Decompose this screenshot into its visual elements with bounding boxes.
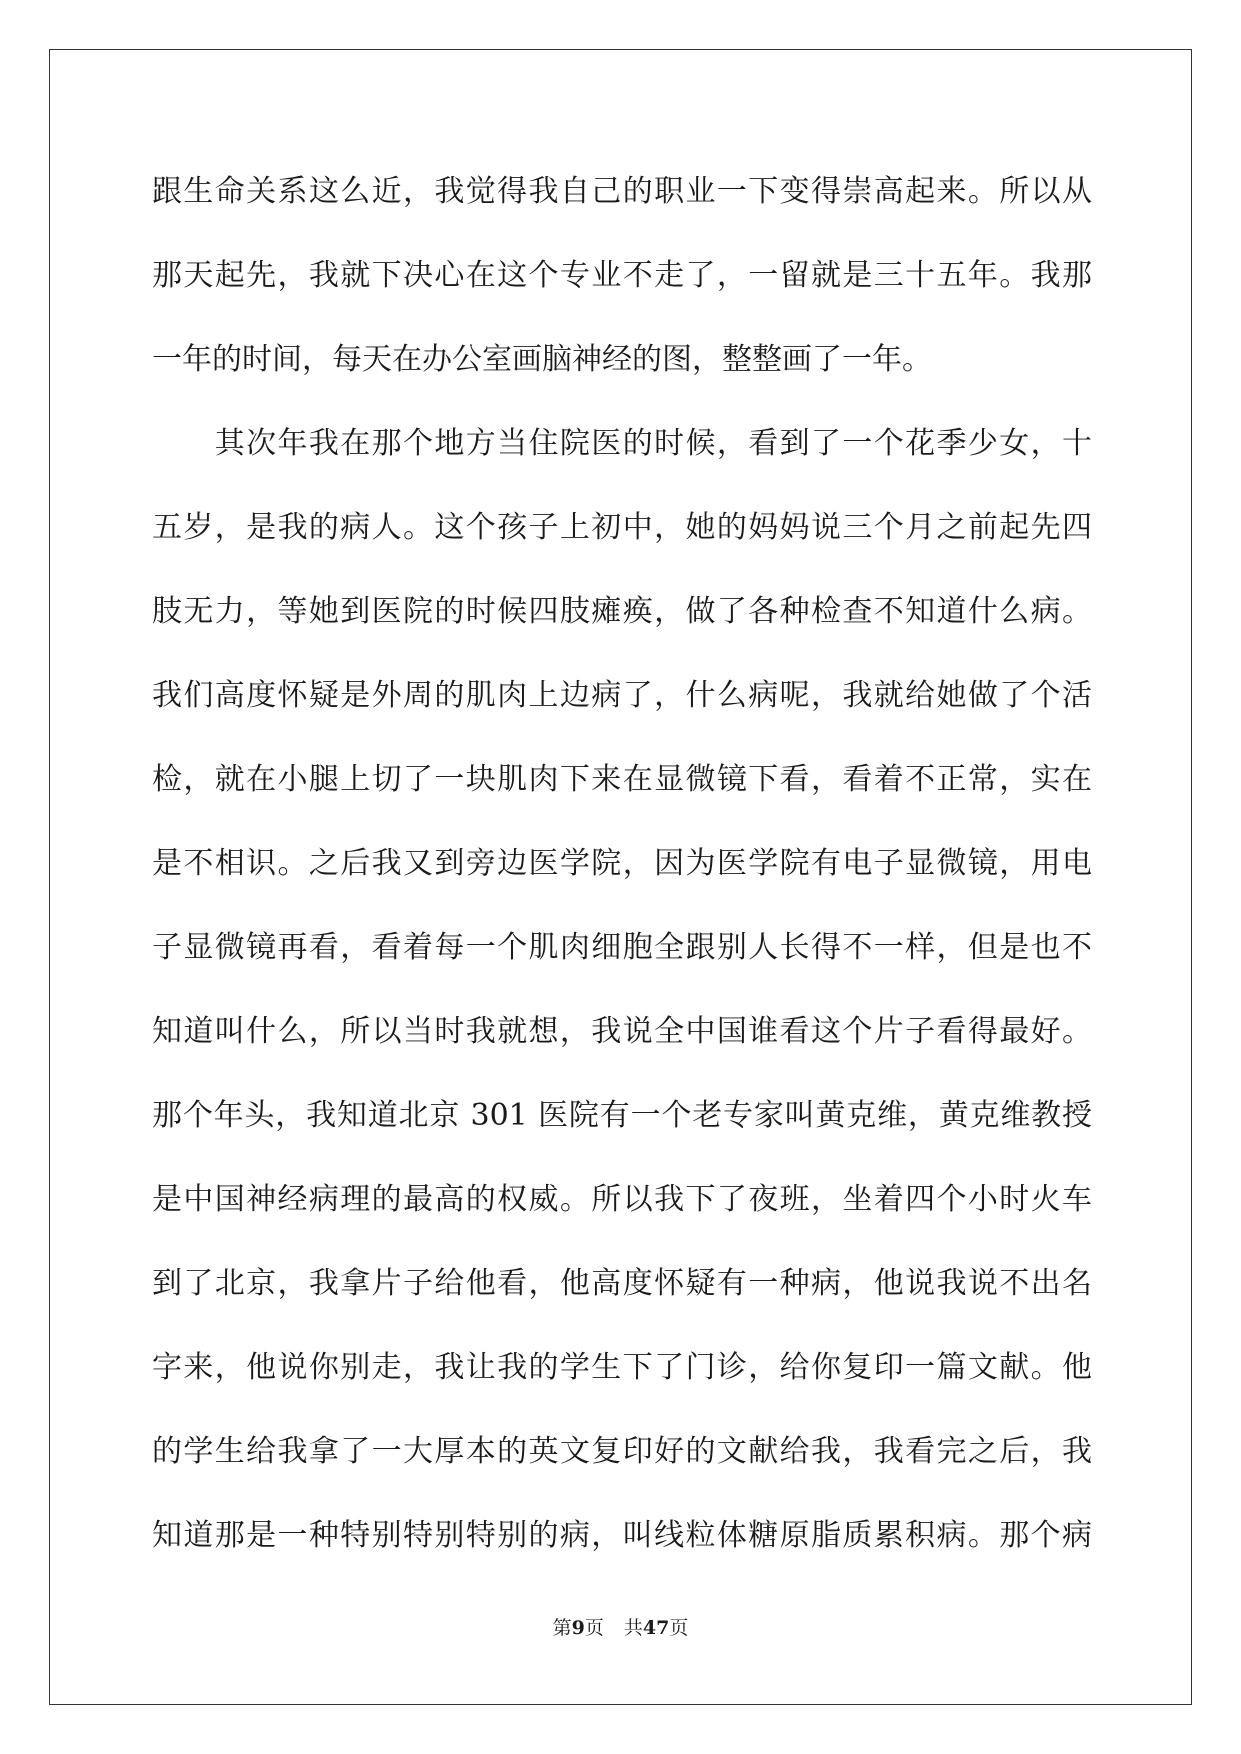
text-line: 知道那是一种特别特别特别的病，叫线粒体糖原脂质累积病。那个病 xyxy=(152,1518,1092,1553)
text-line: 我们高度怀疑是外周的肌肉上边病了，什么病呢，我就给她做了个活 xyxy=(152,678,1092,713)
page-number: 9 xyxy=(571,1617,585,1639)
text-line: 子显微镜再看，看着每一个肌肉细胞全跟别人长得不一样，但是也不 xyxy=(152,930,1092,965)
text-line: 五岁，是我的病人。这个孩子上初中，她的妈妈说三个月之前起先四 xyxy=(152,510,1092,545)
footer-page-suffix: 页 xyxy=(584,1617,604,1639)
text-line: 是不相识。之后我又到旁边医学院，因为医学院有电子显微镜，用电 xyxy=(152,846,1092,881)
text-line: 是中国神经病理的最高的权威。所以我下了夜班，坐着四个小时火车 xyxy=(152,1182,1092,1217)
text-line: 一年的时间，每天在办公室画脑神经的图，整整画了一年。 xyxy=(152,342,932,377)
text-line: 检，就在小腿上切了一块肌肉下来在显微镜下看，看着不正常，实在 xyxy=(152,762,1092,797)
text-line: 字来，他说你别走，我让我的学生下了门诊，给你复印一篇文献。他 xyxy=(152,1350,1092,1385)
text-line: 跟生命关系这么近，我觉得我自己的职业一下变得崇高起来。所以从 xyxy=(152,174,1092,209)
document-body xyxy=(152,162,1092,1590)
text-line: 肢无力，等她到医院的时候四肢瘫痪，做了各种检查不知道什么病。 xyxy=(152,594,1092,629)
page-footer xyxy=(0,1616,1241,1640)
footer-total-suffix: 页 xyxy=(669,1617,689,1639)
total-pages: 47 xyxy=(642,1617,670,1639)
text-line: 的学生给我拿了一大厚本的英文复印好的文献给我，我看完之后，我 xyxy=(152,1434,1092,1469)
footer-total-prefix: 共 xyxy=(623,1617,643,1639)
footer-prefix: 第 xyxy=(552,1617,572,1639)
text-line: 到了北京，我拿片子给他看，他高度怀疑有一种病，他说我说不出名 xyxy=(152,1266,1092,1301)
text-line: 知道叫什么，所以当时我就想，我说全中国谁看这个片子看得最好。 xyxy=(152,1014,1092,1049)
text-line: 那天起先，我就下决心在这个专业不走了，一留就是三十五年。我那 xyxy=(152,258,1092,293)
text-line: 其次年我在那个地方当住院医的时候，看到了一个花季少女，十 xyxy=(152,426,1092,461)
text-line: 那个年头，我知道北京 301 医院有一个老专家叫黄克维，黄克维教授 xyxy=(152,1098,1092,1133)
